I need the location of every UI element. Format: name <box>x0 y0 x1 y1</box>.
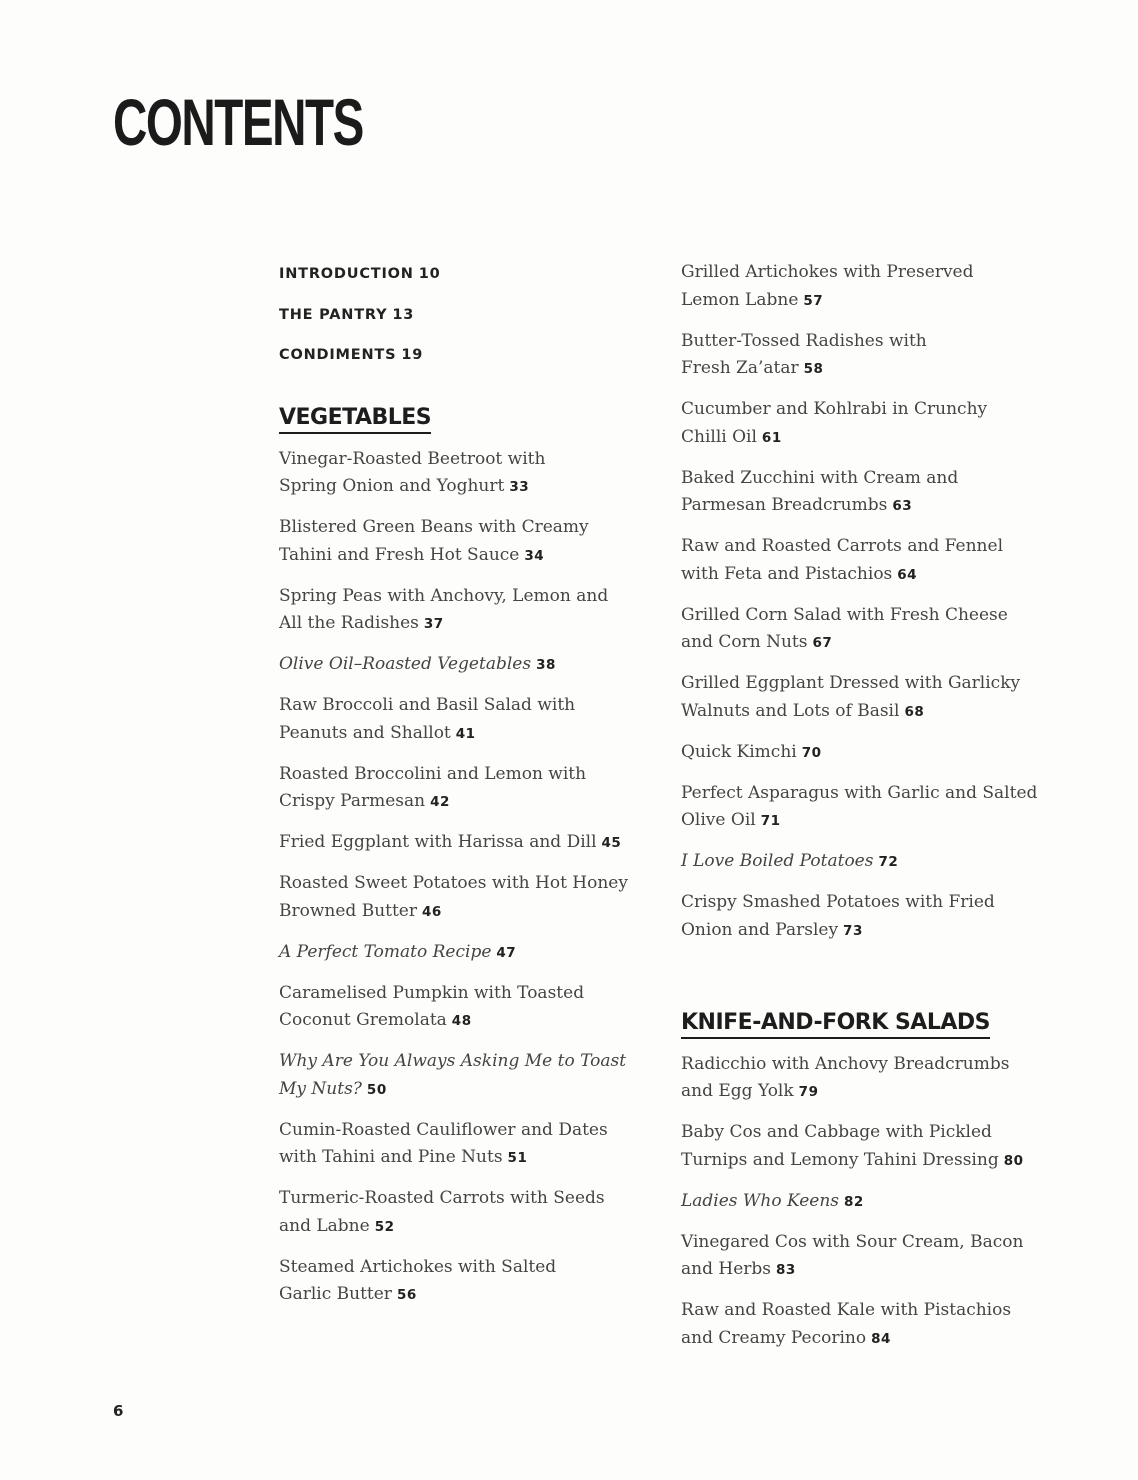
toc-entry[interactable] <box>681 780 1081 836</box>
entry-title-line: Grilled Corn Salad with Fresh Cheese <box>681 604 1008 625</box>
entry-title-line: Spring Onion and Yoghurt <box>279 476 505 496</box>
page-number: 48 <box>451 1013 472 1029</box>
toc-entry[interactable] <box>681 396 1081 452</box>
entry-title-line: Turmeric-Roasted Carrots with Seeds <box>279 1188 605 1208</box>
page-number: 73 <box>843 922 863 939</box>
entry-title <box>681 1232 1023 1280</box>
toc-entry[interactable] <box>681 1119 1081 1175</box>
toc-entry[interactable] <box>279 446 659 502</box>
entry-title-line: Browned Butter <box>279 900 417 921</box>
entry-title-line: Roasted Broccolini and Lemon with <box>279 763 587 784</box>
entry-title-line: Peanuts and Shallot <box>279 722 451 743</box>
page-number: 79 <box>798 1084 819 1100</box>
page-number: 57 <box>803 292 824 309</box>
entry-title-line: Olive Oil <box>681 810 756 830</box>
entry-title <box>681 673 1020 721</box>
entry-title-line: and Corn Nuts <box>681 632 808 652</box>
toc-entry[interactable] <box>279 829 659 858</box>
entry-title-line: Fried Eggplant with Harissa and Dill <box>279 832 597 852</box>
entry-title <box>279 654 531 674</box>
entry-title-line: Baked Zucchini with Cream and <box>681 467 959 488</box>
entry-title-line: Tahini and Fresh Hot Sauce <box>279 544 520 565</box>
toc-entry[interactable] <box>681 259 1081 315</box>
page-number: 37 <box>423 616 444 632</box>
entry-title-line: All the Radishes <box>279 613 419 633</box>
vegetables-entries-right <box>681 259 1081 945</box>
page-number: 33 <box>509 479 530 495</box>
entry-title-line: Onion and Parsley <box>681 919 839 940</box>
entry-title-line: with Tahini and Pine Nuts <box>279 1147 503 1167</box>
entry-title-line: Crispy Parmesan <box>279 791 426 811</box>
entry-title <box>279 832 597 852</box>
page-number: 50 <box>366 1081 387 1098</box>
page-number: 67 <box>812 635 833 651</box>
entry-title-line: Steamed Artichokes with Salted <box>279 1256 557 1277</box>
entry-title-line: and Creamy Pecorino <box>681 1327 867 1348</box>
front-matter-item[interactable] <box>279 300 659 330</box>
section-heading-knife-and-fork-salads: KNIFE-AND-FORK SALADS <box>681 1010 990 1039</box>
entry-title-line: Grilled Eggplant Dressed with Garlicky <box>681 673 1021 693</box>
entry-title-line: Lemon Labne <box>681 289 799 310</box>
page-number: 47 <box>496 944 517 961</box>
page-number: 42 <box>430 794 450 810</box>
entry-title-line: Turnips and Lemony Tahini Dressing <box>681 1149 999 1170</box>
toc-entry[interactable] <box>279 980 659 1036</box>
toc-entry[interactable] <box>681 1051 1081 1107</box>
toc-entry[interactable] <box>681 1297 1081 1353</box>
page-number: 13 <box>392 306 415 323</box>
toc-entry[interactable] <box>681 848 1081 877</box>
page-number: 84 <box>871 1330 891 1347</box>
toc-entry[interactable] <box>681 328 1081 384</box>
toc-entry[interactable] <box>279 761 659 817</box>
toc-entry[interactable] <box>279 651 659 680</box>
page-title: CONTENTS <box>113 85 363 159</box>
front-matter-list <box>279 259 659 370</box>
entry-title-line: and Herbs <box>681 1259 771 1279</box>
page-number: 45 <box>601 835 622 851</box>
entry-title <box>681 1054 1009 1102</box>
entry-title-line: Crispy Smashed Potatoes with Fried <box>681 892 995 912</box>
entry-title <box>279 1188 605 1236</box>
page-number: 58 <box>803 361 824 377</box>
entry-title-line: and Labne <box>279 1215 370 1236</box>
entry-title-line: A Perfect Tomato Recipe <box>279 941 492 962</box>
toc-entry[interactable] <box>681 465 1081 521</box>
front-matter-label: INTRODUCTION <box>279 266 414 282</box>
entry-title <box>681 742 797 762</box>
page-number: 34 <box>524 547 545 564</box>
toc-column-left <box>279 259 659 1322</box>
entry-title-line: with Feta and Pistachios <box>681 563 893 584</box>
entry-title-line: My Nuts? <box>279 1078 362 1099</box>
toc-entry[interactable] <box>279 692 659 748</box>
toc-entry[interactable] <box>279 939 659 968</box>
toc-entry[interactable] <box>279 870 659 926</box>
page-number: 46 <box>422 903 442 920</box>
page-folio: 6 <box>113 1402 124 1420</box>
page-number: 41 <box>455 725 476 742</box>
entry-title <box>279 873 628 921</box>
entry-title-line: Fresh Za’atar <box>681 358 799 378</box>
entry-title-line: Baby Cos and Cabbage with Pickled <box>681 1122 992 1142</box>
front-matter-label: CONDIMENTS <box>279 347 397 363</box>
entry-title <box>279 942 491 962</box>
toc-entry[interactable] <box>681 739 1081 768</box>
toc-entry[interactable] <box>279 514 659 570</box>
page-number: 70 <box>801 744 822 761</box>
entry-title-line: Olive Oil–Roasted Vegetables <box>279 654 532 674</box>
entry-title <box>681 783 1037 831</box>
entry-title-line: and Egg Yolk <box>681 1081 794 1101</box>
entry-title <box>279 1120 608 1168</box>
page-number: 56 <box>396 1287 417 1303</box>
page-number: 52 <box>374 1218 395 1235</box>
page-number: 71 <box>760 813 781 829</box>
page-number: 61 <box>761 429 782 446</box>
entry-title <box>681 262 974 310</box>
entry-title <box>681 851 873 871</box>
entry-title <box>681 1300 1011 1348</box>
toc-entry[interactable] <box>681 533 1081 589</box>
toc-entry[interactable] <box>681 889 1081 945</box>
entry-title <box>681 536 1003 584</box>
entry-title-line: Butter-Tossed Radishes with <box>681 330 927 351</box>
salads-entries <box>681 1051 1081 1354</box>
page-number: 83 <box>776 1262 796 1278</box>
entry-title-line: Garlic Butter <box>279 1284 392 1304</box>
entry-title-line: Parmesan Breadcrumbs <box>681 495 888 515</box>
entry-title-line: Vinegar-Roasted Beetroot with <box>279 448 546 469</box>
page-number: 80 <box>1003 1152 1024 1169</box>
toc-entry[interactable] <box>279 1185 659 1241</box>
entry-title-line: Raw Broccoli and Basil Salad with <box>279 695 576 715</box>
entry-title-line: Roasted Sweet Potatoes with Hot Honey <box>279 873 628 893</box>
toc-entry[interactable] <box>279 583 659 639</box>
toc-entry[interactable] <box>681 1229 1081 1285</box>
entry-title-line: Chilli Oil <box>681 426 757 447</box>
toc-column-right <box>681 259 1081 1366</box>
entry-title-line: Grilled Artichokes with Preserved <box>681 262 974 282</box>
page-number: 19 <box>401 347 424 363</box>
entry-title <box>279 1257 556 1305</box>
entry-title <box>279 449 545 497</box>
entry-title-line: Why Are You Always Asking Me to Toast <box>279 1051 627 1071</box>
page-number: 10 <box>418 266 441 282</box>
entry-title-line: Perfect Asparagus with Garlic and Salted <box>681 782 1038 803</box>
page-number: 68 <box>904 703 925 720</box>
front-matter-label: THE PANTRY <box>279 306 388 323</box>
front-matter-item[interactable] <box>279 259 659 289</box>
toc-entry[interactable] <box>681 1188 1081 1217</box>
entry-title-line: Cucumber and Kohlrabi in Crunchy <box>681 399 988 419</box>
page-number: 82 <box>844 1193 864 1210</box>
entry-title <box>681 605 1008 653</box>
entry-title-line: I Love Boiled Potatoes <box>681 851 874 871</box>
toc-entry[interactable] <box>681 670 1081 726</box>
entry-title-line: Raw and Roasted Kale with Pistachios <box>681 1300 1012 1320</box>
entry-title-line: Spring Peas with Anchovy, Lemon and <box>279 585 609 606</box>
entry-title-line: Coconut Gremolata <box>279 1010 447 1030</box>
page-number: 64 <box>897 566 918 583</box>
page-number: 72 <box>878 854 899 870</box>
vegetables-entries-left <box>279 446 659 1310</box>
entry-title-line: Walnuts and Lots of Basil <box>681 700 900 721</box>
toc-entry[interactable] <box>279 1254 659 1310</box>
entry-title-line: Raw and Roasted Carrots and Fennel <box>681 536 1004 556</box>
entry-title-line: Cumin-Roasted Cauliflower and Dates <box>279 1119 608 1140</box>
toc-entry[interactable] <box>681 602 1081 658</box>
toc-entry[interactable] <box>279 1048 659 1104</box>
page-number: 38 <box>536 657 556 673</box>
entry-title <box>681 1191 839 1211</box>
entry-title <box>681 399 987 447</box>
front-matter-item[interactable] <box>279 340 659 370</box>
page-number: 51 <box>507 1150 528 1166</box>
section-heading-vegetables: VEGETABLES <box>279 405 431 434</box>
entry-title-line: Radicchio with Anchovy Breadcrumbs <box>681 1053 1010 1074</box>
entry-title-line: Vinegared Cos with Sour Cream, Bacon <box>681 1231 1024 1252</box>
entry-title <box>681 1122 999 1170</box>
toc-entry[interactable] <box>279 1117 659 1173</box>
entry-title <box>279 983 584 1031</box>
entry-title <box>681 468 958 516</box>
entry-title-line: Ladies Who Keens <box>681 1190 840 1211</box>
entry-title-line: Quick Kimchi <box>681 741 797 762</box>
page-number: 63 <box>892 498 913 514</box>
entry-title-line: Blistered Green Beans with Creamy <box>279 517 589 537</box>
entry-title <box>681 892 995 940</box>
entry-title-line: Caramelised Pumpkin with Toasted <box>279 982 585 1003</box>
entry-title <box>279 695 575 743</box>
entry-title <box>279 1051 626 1099</box>
